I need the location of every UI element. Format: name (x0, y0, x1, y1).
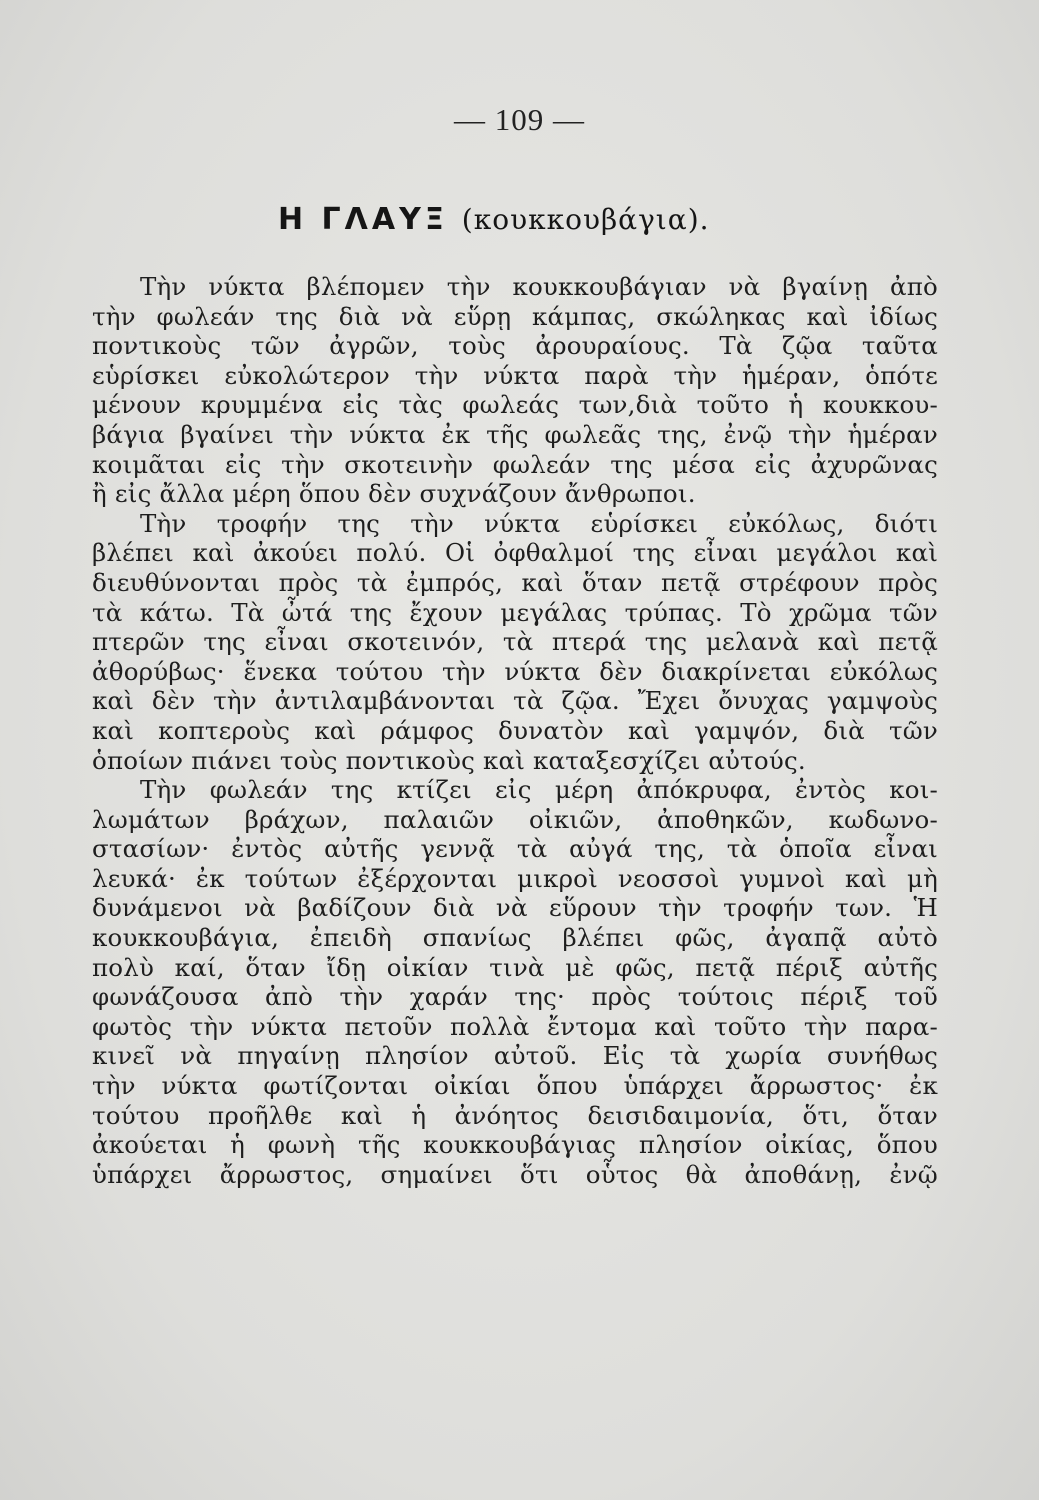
text-line: ἀκούεται ἡ φωνὴ τῆς κουκκουβάγιας πλησίον οἰκίας, ὅπου (92, 1130, 938, 1160)
text-line: κουκκουβάγια, ἐπειδὴ σπανίως βλέπει φῶς, ἀγαπᾷ αὐτὸ (92, 923, 938, 953)
text-line: ἀθορύβως· ἕνεκα τούτου τὴν νύκτα δὲν διακρίνεται εὐκόλως (92, 656, 938, 686)
page-number: — 109 — (454, 102, 585, 137)
text-line: καὶ δὲν τὴν ἀντιλαμβάνονται τὰ ζῷα. Ἔχει ὄνυχας γαμψοὺς (92, 686, 938, 716)
text-line: κοιμᾶται εἰς τὴν σκοτεινὴν φωλεάν της μέσα εἰς ἀχυρῶνας (92, 449, 938, 479)
text-line: λωμάτων βράχων, παλαιῶν οἰκιῶν, ἀποθηκῶν, κωδωνο- (92, 804, 938, 834)
body-text (92, 272, 938, 1189)
text-line: φωνάζουσα ἀπὸ τὴν χαράν της· πρὸς τούτοις πέριξ τοῦ (92, 982, 938, 1012)
text-line: φωτὸς τὴν νύκτα πετοῦν πολλὰ ἔντομα καὶ τοῦτο τὴν παρα- (92, 1011, 938, 1041)
text-line: δυνάμενοι νὰ βαδίζουν διὰ νὰ εὕρουν τὴν τροφήν των. Ἡ (92, 893, 938, 923)
section-title-main: Η ΓΛΑΥΞ (278, 202, 448, 237)
text-line: πολὺ καί, ὅταν ἴδῃ οἰκίαν τινὰ μὲ φῶς, πετᾷ πέριξ αὐτῆς (92, 952, 938, 982)
text-line: μένουν κρυμμένα εἰς τὰς φωλεάς των,διὰ τοῦτο ἡ κουκκου- (92, 390, 938, 420)
paragraph-2 (92, 509, 938, 775)
text-line: λευκά· ἐκ τούτων ἐξέρχονται μικροὶ νεοσσοὶ γυμνοὶ καὶ μὴ (92, 863, 938, 893)
text-line: τὰ κάτω. Τὰ ὦτά της ἔχουν μεγάλας τρύπας. Τὸ χρῶμα τῶν (92, 597, 938, 627)
text-line: Τὴν νύκτα βλέπομεν τὴν κουκκουβάγιαν νὰ βγαίνῃ ἀπὸ (140, 272, 938, 301)
section-title (278, 200, 710, 240)
text-line: κινεῖ νὰ πηγαίνῃ πλησίον αὐτοῦ. Εἰς τὰ χωρία συνήθως (92, 1041, 938, 1071)
section-title-sub: (κουκκουβάγια). (461, 203, 710, 236)
text-line: πτερῶν της εἶναι σκοτεινόν, τὰ πτερά της μελανὰ καὶ πετᾷ (92, 627, 938, 657)
text-line: τὴν φωλεάν της διὰ νὰ εὕρῃ κάμπας, σκώληκας καὶ ἰδίως (92, 301, 938, 331)
text-line: ἢ εἰς ἄλλα μέρη ὅπου δὲν συχνάζουν ἄνθρωποι. (92, 479, 696, 509)
text-line: εὑρίσκει εὐκολώτερον τὴν νύκτα παρὰ τὴν ἡμέραν, ὁπότε (92, 360, 938, 390)
text-line: διευθύνονται πρὸς τὰ ἐμπρός, καὶ ὅταν πετᾷ στρέφουν πρὸς (92, 567, 938, 597)
text-line: καὶ κοπτεροὺς καὶ ράμφος δυνατὸν καὶ γαμψόν, διὰ τῶν (92, 715, 938, 745)
text-line: ὑπάρχει ἄρρωστος, σημαίνει ὅτι οὗτος θὰ ἀποθάνῃ, ἐνῷ (92, 1159, 938, 1189)
text-line: Τὴν φωλεάν της κτίζει εἰς μέρη ἀπόκρυφα, ἐντὸς κοι- (140, 775, 938, 805)
text-line: τὴν νύκτα φωτίζονται οἰκίαι ὅπου ὑπάρχει ἄρρωστος· ἐκ (92, 1071, 938, 1101)
text-line: ποντικοὺς τῶν ἀγρῶν, τοὺς ἀρουραίους. Τὰ ζῷα ταῦτα (92, 331, 938, 361)
text-line: Τὴν τροφήν της τὴν νύκτα εὑρίσκει εὐκόλως, διότι (140, 508, 938, 538)
text-line: βάγια βγαίνει τὴν νύκτα ἐκ τῆς φωλεᾶς της, ἐνῷ τὴν ἡμέραν (92, 419, 938, 449)
text-line: βλέπει καὶ ἀκούει πολύ. Οἱ ὀφθαλμοί της εἶναι μεγάλοι καὶ (92, 538, 938, 568)
paragraph-3 (92, 775, 938, 1189)
text-line: ὁποίων πιάνει τοὺς ποντικοὺς καὶ καταξεσχίζει αὐτούς. (92, 745, 806, 775)
text-line: τούτου προῆλθε καὶ ἡ ἀνόητος δεισιδαιμονία, ὅτι, ὅταν (92, 1100, 938, 1130)
text-line: στασίων· ἐντὸς αὐτῆς γεννᾷ τὰ αὐγά της, τὰ ὁποῖα εἶναι (92, 834, 938, 864)
paragraph-1 (92, 272, 938, 509)
